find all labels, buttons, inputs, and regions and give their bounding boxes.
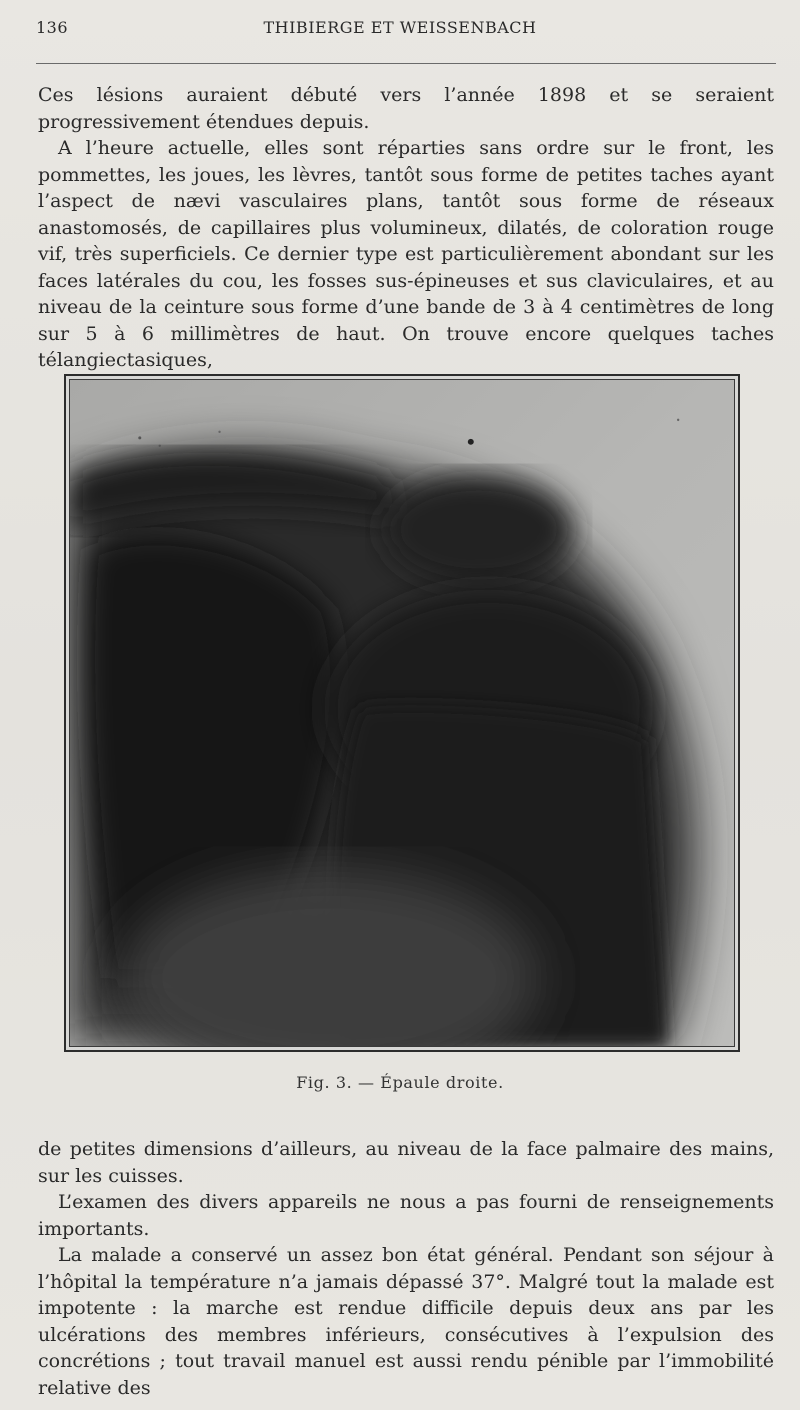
body-text-bottom	[38, 1136, 774, 1401]
paragraph: L’examen des divers appareils ne nous a pas fourni de renseignements importants.	[38, 1191, 774, 1240]
xray-image	[69, 379, 735, 1047]
paragraph: de petites dimensions d’ailleurs, au niveau de la face palmaire des mains, sur les cuisses.	[38, 1138, 774, 1187]
figure-xray-shoulder	[64, 374, 740, 1052]
figure-caption: Fig. 3. — Épaule droite.	[296, 1073, 504, 1092]
running-header	[36, 18, 764, 52]
body-text-top	[38, 82, 774, 374]
paragraph: La malade a conservé un assez bon état général. Pendant son séjour à l’hôpital la température n’a jamais dépassé 37°. Malgré tout la malade est impotente : la marche est rendue difficile depuis deux ans par les ulcérations des membres inférieurs, consécutives à l’expulsion des concrétions ; tout travail manuel est aussi rendu pénible par l’immobilité relative des	[38, 1244, 774, 1399]
paragraph: A l’heure actuelle, elles sont réparties sans ordre sur le front, les pommettes, les joues, les lèvres, tantôt sous forme de petites taches ayant l’aspect de nævi vasculaires plans, tantôt sous forme de réseaux anastomosés, de capillaires plus volumineux, dilatés, de coloration rouge vif, très superficiels. Ce dernier type est particulièrement abondant sur les faces latérales du cou, les fosses sus-épineuses et sus claviculaires, et au niveau de la ceinture sous forme d’une bande de 3 à 4 centimètres de long sur 5 à 6 millimètres de haut. On trouve encore quelques taches télangiectasiques,	[38, 137, 774, 371]
paragraph: Ces lésions auraient débuté vers l’année 1898 et se seraient progressivement étendues depuis.	[38, 84, 774, 133]
header-rule	[36, 63, 776, 64]
xray-illustration	[70, 380, 734, 1046]
page-number: 136	[36, 18, 69, 37]
running-title: THIBIERGE ET WEISSENBACH	[263, 18, 537, 37]
